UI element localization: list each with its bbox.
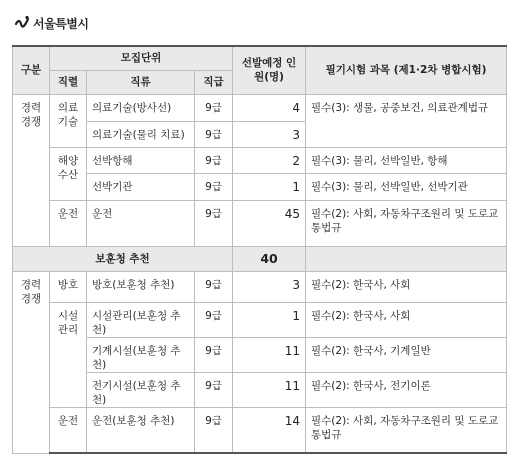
table-row (13, 302, 507, 337)
count-cell: 3 (233, 271, 306, 302)
subjects-cell (306, 121, 507, 147)
section-header-label: 보훈청 추천 (13, 246, 233, 271)
type-cell: 전기시설(보훈청 추천) (87, 372, 195, 407)
series-cell: 운전 (50, 407, 87, 453)
header-headcount: 선발예정 인원(명) (233, 46, 306, 94)
count-cell: 1 (233, 302, 306, 337)
count-cell: 4 (233, 94, 306, 121)
recruitment-table (12, 45, 507, 454)
subjects-cell: 필수(3): 생물, 공중보건, 의료관계법규 (306, 94, 507, 121)
table-row (13, 94, 507, 121)
count-cell: 14 (233, 407, 306, 453)
grade-cell: 9급 (195, 121, 233, 147)
table-row (13, 200, 507, 246)
table-row (13, 372, 507, 407)
header-job-type: 직류 (87, 70, 195, 94)
subjects-cell: 필수(2): 한국사, 사회 (306, 302, 507, 337)
grade-cell: 9급 (195, 94, 233, 121)
count-cell: 11 (233, 372, 306, 407)
header-job-series: 직렬 (50, 70, 87, 94)
seoul-logo-icon (14, 15, 30, 31)
header-grade: 직급 (195, 70, 233, 94)
series-cell: 의료 기술 (50, 94, 87, 147)
grade-cell: 9급 (195, 372, 233, 407)
grade-cell: 9급 (195, 200, 233, 246)
seoul-logo (14, 14, 88, 32)
count-cell: 3 (233, 121, 306, 147)
category-cell: 경력 경쟁 (13, 271, 50, 453)
subjects-cell: 필수(2): 한국사, 사회 (306, 271, 507, 302)
table-row (13, 121, 507, 147)
grade-cell: 9급 (195, 147, 233, 173)
type-cell: 선박기관 (87, 173, 195, 200)
grade-cell: 9급 (195, 337, 233, 372)
grade-cell: 9급 (195, 271, 233, 302)
header-subjects: 필기시험 과목 (제1·2차 병합시험) (306, 46, 507, 94)
table-row (13, 407, 507, 453)
count-cell: 2 (233, 147, 306, 173)
header-row-1 (13, 46, 507, 70)
table-row (13, 147, 507, 173)
table-row (13, 337, 507, 372)
subjects-cell: 필수(3): 물리, 선박일반, 항해 (306, 147, 507, 173)
count-cell: 45 (233, 200, 306, 246)
subjects-cell: 필수(2): 한국사, 전기이론 (306, 372, 507, 407)
section-header-count: 40 (233, 246, 306, 271)
subjects-cell: 필수(3): 물리, 선박일반, 선박기관 (306, 173, 507, 200)
logo-text: 서울특별시 (33, 16, 89, 31)
series-cell: 운전 (50, 200, 87, 246)
header-category: 구분 (13, 46, 50, 94)
table-row (13, 271, 507, 302)
count-cell: 11 (233, 337, 306, 372)
type-cell: 선박항해 (87, 147, 195, 173)
type-cell: 시설관리(보훈청 추천) (87, 302, 195, 337)
type-cell: 방호(보훈청 추천) (87, 271, 195, 302)
type-cell: 운전 (87, 200, 195, 246)
table-row (13, 173, 507, 200)
type-cell: 운전(보훈청 추천) (87, 407, 195, 453)
section-header-empty (306, 246, 507, 271)
series-cell: 방호 (50, 271, 87, 302)
series-cell: 시설 관리 (50, 302, 87, 407)
subjects-cell: 필수(2): 사회, 자동차구조원리 및 도로교통법규 (306, 200, 507, 246)
subjects-cell: 필수(2): 한국사, 기계일반 (306, 337, 507, 372)
type-cell: 기계시설(보훈청 추천) (87, 337, 195, 372)
grade-cell: 9급 (195, 407, 233, 453)
grade-cell: 9급 (195, 173, 233, 200)
series-cell: 해양 수산 (50, 147, 87, 200)
subjects-cell: 필수(2): 사회, 자동차구조원리 및 도로교통법규 (306, 407, 507, 453)
count-cell: 1 (233, 173, 306, 200)
type-cell: 의료기술(물리 치료) (87, 121, 195, 147)
grade-cell: 9급 (195, 302, 233, 337)
category-cell: 경력 경쟁 (13, 94, 50, 246)
section-header-row (13, 246, 507, 271)
type-cell: 의료기술(방사선) (87, 94, 195, 121)
header-recruit-unit: 모집단위 (50, 46, 233, 70)
